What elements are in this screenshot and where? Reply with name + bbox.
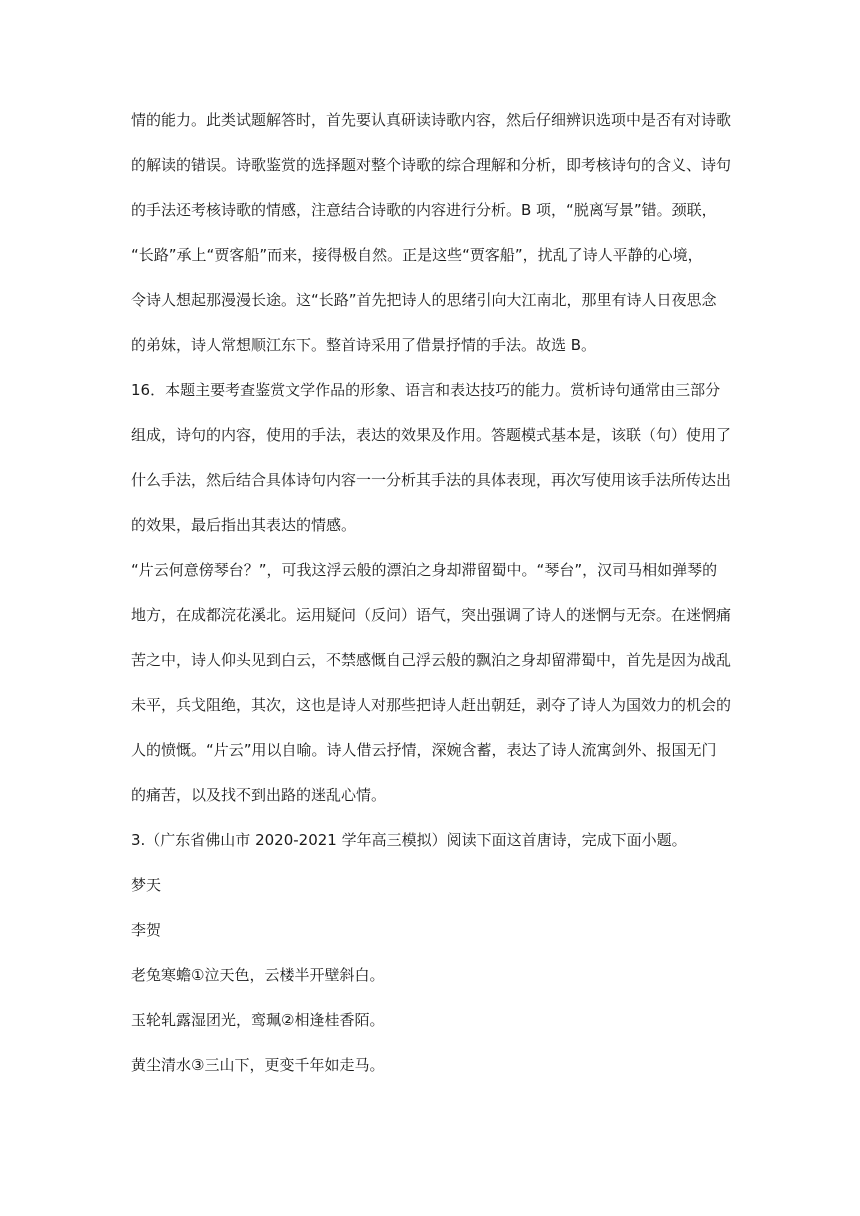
text-line: 的解读的错误。诗歌鉴赏的选择题对整个诗歌的综合理解和分析，即考核诗句的含义、诗句 — [131, 156, 732, 174]
poem-title: 梦天 — [131, 876, 162, 894]
text-line: “片云何意傍琴台？”，可我这浮云般的漂泊之身却滞留蜀中。“琴台”，汉司马相如弹琴的 — [131, 561, 718, 579]
text-line: 令诗人想起那漫漫长途。这“长路”首先把诗人的思绪引向大江南北，那里有诗人日夜思念 — [131, 291, 717, 309]
text-line: 的弟妹，诗人常想顺江东下。整首诗采用了借景抒情的手法。故选 B。 — [131, 336, 597, 354]
text-line: 组成，诗句的内容，使用的手法，表达的效果及作用。答题模式基本是，该联（句）使用了 — [131, 426, 732, 444]
text-line: 未平，兵戈阻绝，其次，这也是诗人对那些把诗人赶出朝廷，剥夺了诗人为国效力的机会的 — [131, 696, 732, 714]
text-line: 情的能力。此类试题解答时，首先要认真研读诗歌内容，然后仔细辨识选项中是否有对诗歌 — [131, 111, 732, 129]
poem-line: 老兔寒蟾①泣天色，云楼半开壁斜白。 — [131, 966, 385, 984]
text-line: 3.（广东省佛山市 2020-2021 学年高三模拟）阅读下面这首唐诗，完成下面小题。 — [131, 831, 687, 849]
text-line: “长路”承上“贾客船”而来，接得极自然。正是这些“贾客船”，扰乱了诗人平静的心境， — [131, 246, 703, 264]
poem-line: 玉轮轧露湿团光，鸾珮②相逢桂香陌。 — [131, 1011, 385, 1029]
poem-author: 李贺 — [131, 921, 162, 939]
text-line: 的效果，最后指出其表达的情感。 — [131, 516, 357, 534]
text-line: 人的愤慨。“片云”用以自喻。诗人借云抒情，深婉含蓄，表达了诗人流寓剑外、报国无门 — [131, 741, 717, 759]
text-line: 什么手法，然后结合具体诗句内容一一分析其手法的具体表现，再次写使用该手法所传达出 — [131, 471, 732, 489]
document-body — [131, 110, 731, 1075]
text-line: 的痛苦，以及找不到出路的迷乱心情。 — [131, 786, 387, 804]
text-line: 的手法还考核诗歌的情感，注意结合诗歌的内容进行分析。B 项，“脱离写景”错。颈联， — [131, 201, 717, 219]
text-line: 地方，在成都浣花溪北。运用疑问（反问）语气，突出强调了诗人的迷惘与无奈。在迷惘痛 — [131, 606, 732, 624]
text-line: 16．本题主要考查鉴赏文学作品的形象、语言和表达技巧的能力。赏析诗句通常由三部分 — [131, 381, 721, 399]
text-line: 苦之中，诗人仰头见到白云，不禁感慨自己浮云般的飘泊之身却留滞蜀中，首先是因为战乱 — [131, 651, 732, 669]
poem-line: 黄尘清水③三山下，更变千年如走马。 — [131, 1056, 385, 1074]
